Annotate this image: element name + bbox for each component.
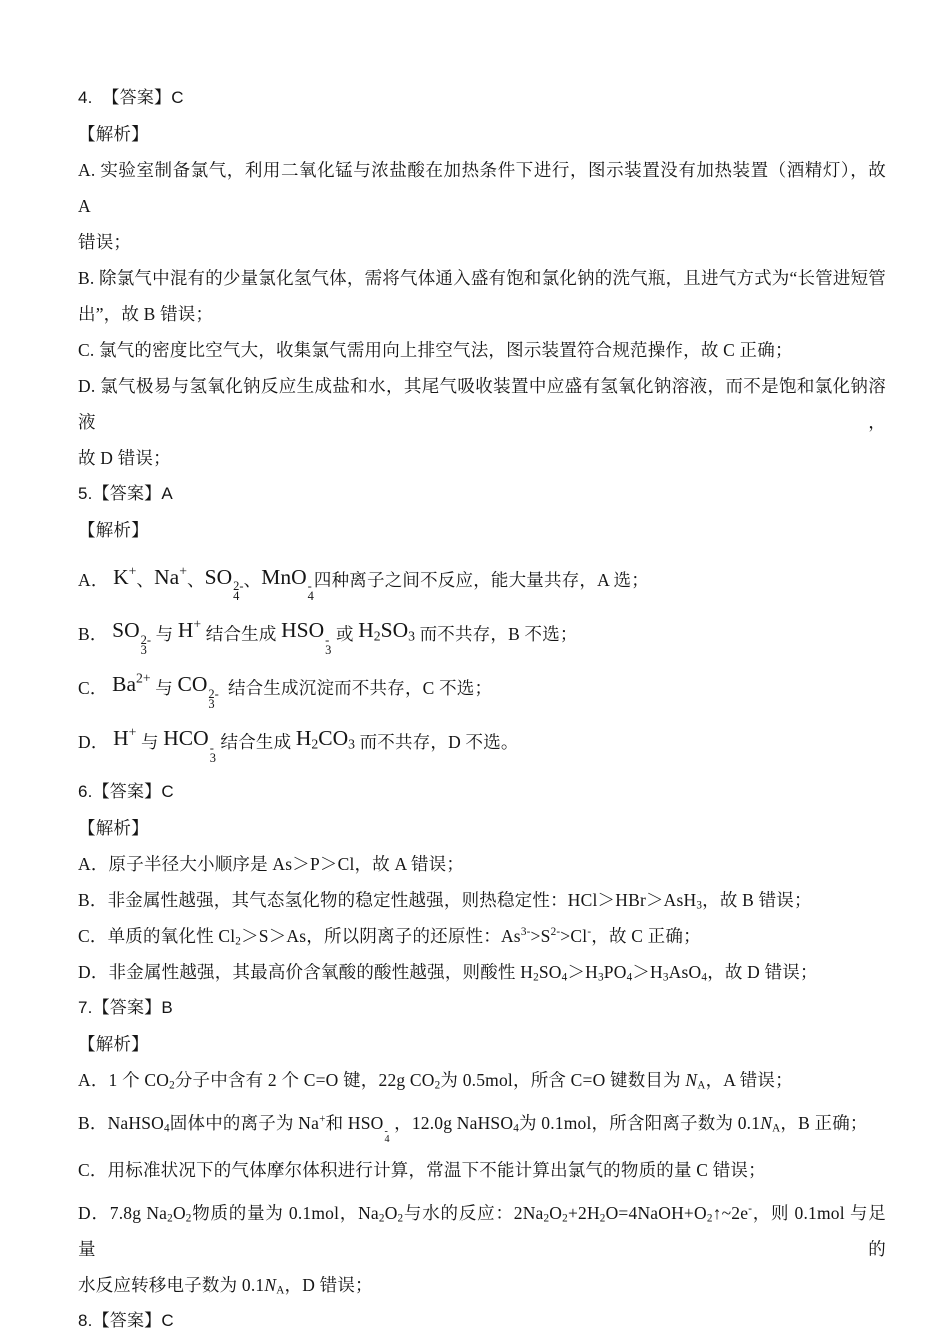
chem-formula: MnO - 4 <box>261 564 314 604</box>
text-line: A． K+、Na+、SO 2- 4 、MnO - 4 四种离子之间不反应，能大量共存，A 选； <box>78 562 649 604</box>
section-question-6 <box>78 774 886 990</box>
stacked-charge-index: - 3 <box>325 632 332 658</box>
text-line: 8.【答案】C <box>78 1311 174 1330</box>
subscript: 2 <box>169 1079 175 1092</box>
stacked-charge-index: - 4 <box>307 578 314 604</box>
text-line: B． SO 2- 3 与 H+ 结合生成 HSO - 3 或 $H_2SO_3$ 而不共存，B 不选； <box>78 616 578 658</box>
stacked-charge-index: 2- 4 <box>233 578 244 604</box>
stacked-charge-index: 2- 3 <box>140 632 152 658</box>
section-question-8 <box>78 1303 886 1339</box>
chem-formula: K+ <box>113 562 137 589</box>
superscript: - <box>748 1203 753 1216</box>
text-line: 7.【答案】B <box>78 997 173 1017</box>
superscript: + <box>193 616 202 632</box>
text-line: D. 氯气极易与氢氧化钠反应生成盐和水，其尾气吸收装置中应盛有氢氧化钠溶液，而不是饱和氯化钠溶液， <box>78 376 886 432</box>
subscript: 3 <box>662 971 669 984</box>
section-question-7 <box>78 990 886 1303</box>
text-line: B．NaHSO$_4$固体中的离子为 Na+和 HSO - 4 ，12.0g NaHSO$_4$为 0.1mol，所含阳离子数为 $0.1N_A$，B 正确； <box>78 1112 868 1146</box>
subscript: 2 <box>235 935 242 948</box>
subscript: 3 <box>597 971 604 984</box>
subscript: 2 <box>543 1212 550 1225</box>
text-line: A．原子半径大小顺序是 As＞P＞Cl，故 A 错误； <box>78 853 465 874</box>
superscript: + <box>179 562 187 578</box>
chem-formula: HSO - 3 <box>281 618 332 658</box>
text-line: 【解析】 <box>78 817 149 838</box>
subscript: 2 <box>185 1212 192 1225</box>
text-line: 水反应转移电子数为 $0.1N_A$，D 错误； <box>78 1275 373 1297</box>
text-line: B．非金属性越强，其气态氢化物的稳定性越强，则热稳定性：HCl＞HBr＞AsH$_3$，故 B 错误； <box>78 889 812 912</box>
chem-formula: $Ba^{2+}$ <box>112 670 151 697</box>
subscript: 3 <box>696 899 703 912</box>
subscript: 2 <box>397 1212 404 1225</box>
superscript: + <box>319 1112 326 1125</box>
subscript: 2 <box>167 1212 173 1225</box>
chem-formula: H+ <box>177 616 202 643</box>
subscript: 2 <box>434 1079 441 1092</box>
subscript: 4 <box>701 971 708 984</box>
text-line: A．1 个 $CO_2$分子中含有 2 个 C=O 键，22g $CO_2$为 0.5mol，所含 C=O 键数目为 $N_A$，A 错误； <box>78 1069 793 1092</box>
chem-formula: $H_2SO_3$ <box>358 618 416 644</box>
text-line: D．7.8g $Na_2O_2$物质的量为 0.1mol，$Na_2O_2$与水的反应：$2Na_2O_2+2H_2O=4NaOH+O_2↑\sim 2e^-$，则 0.1mol 与足量的 <box>78 1203 886 1259</box>
superscript: + <box>128 562 137 578</box>
subscript: 2 <box>373 628 381 644</box>
text-line: 错误； <box>78 232 132 252</box>
chem-formula: HCO - 3 <box>163 726 216 766</box>
stacked-charge-index: - 4 <box>384 1125 390 1146</box>
subscript: A <box>276 1284 285 1297</box>
subscript: A <box>772 1122 781 1135</box>
italic-symbol: N <box>685 1069 698 1090</box>
chem-formula: $H_2CO_3$ <box>295 726 356 752</box>
text-line: 6.【答案】C <box>78 781 174 801</box>
text-line: 出”，故 B 错误； <box>78 304 214 324</box>
superscript: 3- <box>520 925 531 938</box>
section-question-4 <box>78 80 891 476</box>
text-line: C. 氯气的密度比空气大，收集氯气需用向上排空气法，图示装置符合规范操作，故 C 正确； <box>78 340 793 360</box>
subscript: 3 <box>348 736 356 752</box>
text-line: A. 实验室制备氯气，利用二氧化锰与浓盐酸在加热条件下进行，图示装置没有加热装置（酒精灯），故 A <box>78 160 891 216</box>
text-line: 4. 【答案】C <box>78 88 184 107</box>
subscript: 3 <box>408 628 416 644</box>
text-line: C． $Ba^{2+}$ 与 CO 2- 3 结合生成沉淀而不共存，C 不选； <box>78 670 493 712</box>
text-line: 5.【答案】A <box>78 484 173 503</box>
subscript: 2 <box>311 736 319 752</box>
text-line: D．非金属性越强，其最高价含氧酸的酸性越强，则酸性 $H_2SO_4>H_3PO_4>H_3AsO_4$，故 D 错误； <box>78 961 818 984</box>
text-line: D． H+ 与 HCO - 3 结合生成 $H_2CO_3$ 而不共存，D 不选。 <box>78 724 519 766</box>
subscript: 4 <box>164 1122 170 1135</box>
text-line: 【解析】 <box>78 124 149 144</box>
superscript: 2+ <box>136 670 151 686</box>
subscript: 4 <box>561 971 568 984</box>
superscript: 2- <box>550 925 561 938</box>
text-line: 【解析】 <box>78 520 149 540</box>
subscript: 4 <box>513 1122 519 1135</box>
subscript: A <box>697 1079 706 1092</box>
subscript: 4 <box>626 971 633 984</box>
chem-formula: SO 2- 3 <box>112 618 152 658</box>
subscript: 2 <box>562 1212 568 1225</box>
subscript: 2 <box>599 1212 606 1225</box>
subscript: 2 <box>378 1212 385 1225</box>
subscript: 2 <box>706 1212 713 1225</box>
superscript: + <box>128 724 137 740</box>
text-line: C．用标准状况下的气体摩尔体积进行计算，常温下不能计算出氯气的物质的量 C 错误； <box>78 1160 766 1180</box>
chem-formula: H+ <box>113 724 137 751</box>
stacked-charge-index: - 3 <box>209 740 216 766</box>
text-line: 【解析】 <box>78 1033 149 1054</box>
text-line: B. 除氯气中混有的少量氯化氢气体，需将气体通入盛有饱和氯化钠的洗气瓶，且进气方式为“长管进短管 <box>78 268 886 288</box>
superscript: - <box>587 925 592 938</box>
subscript: 2 <box>533 971 539 984</box>
stacked-charge-index: 2- 3 <box>208 686 219 712</box>
text-line: C．单质的氧化性 $Cl_2>S>As$，所以阴离子的还原性：$As^{3-}>S^{2-}>Cl^-$，故 C 正确； <box>78 925 701 948</box>
italic-symbol: N <box>760 1112 773 1133</box>
chem-formula: SO 2- 4 <box>204 564 244 604</box>
section-question-5 <box>78 476 886 764</box>
italic-symbol: N <box>264 1275 277 1295</box>
text-line: 故 D 错误； <box>78 448 171 468</box>
chem-formula: CO 2- 3 <box>177 672 219 712</box>
chem-formula: Na+ <box>154 562 187 589</box>
